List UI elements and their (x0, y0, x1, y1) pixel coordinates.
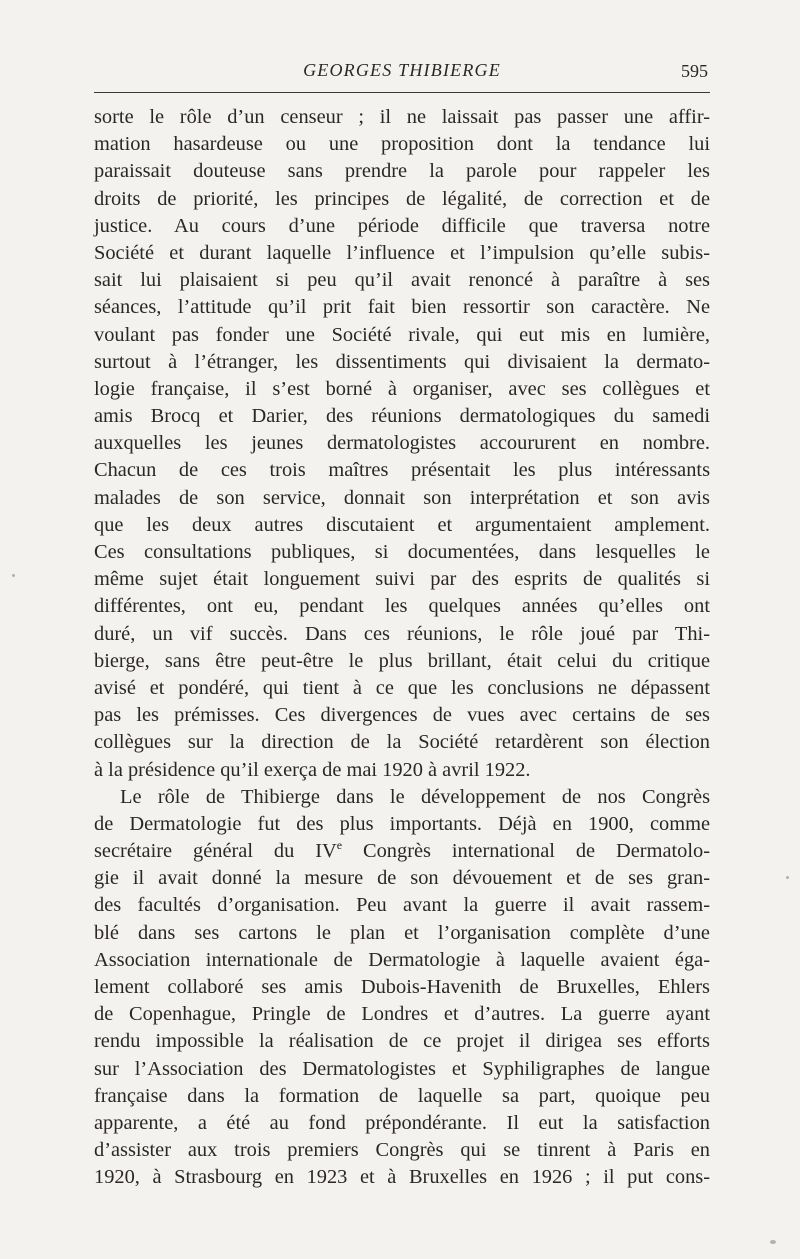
paper-speck (12, 574, 15, 577)
text-line: de Copenhague, Pringle de Londres et d’autres. La guerre ayant (94, 1003, 710, 1026)
text-line: duré, un vif succès. Dans ces réunions, le rôle joué par Thi- (94, 622, 710, 645)
superscript: e (336, 838, 343, 853)
text-line: sorte le rôle d’un censeur ; il ne laissait pas passer une affir- (94, 106, 710, 128)
text-line: avisé et pondéré, qui tient à ce que les conclusions ne dépassent (94, 676, 710, 699)
text-line: sait lui plaisaient si peu qu’il avait renoncé à paraître à ses (94, 269, 710, 292)
text-line: même sujet était longuement suivi par des esprits de qualités si (94, 568, 710, 591)
text-line: droits de priorité, les principes de légalité, de correction et de (94, 187, 710, 210)
text-line: surtout à l’étranger, les dissentiments qui divisaient la dermato- (94, 350, 710, 373)
text-line: gie il avait donné la mesure de son dévouement et de ses gran- (94, 867, 710, 890)
text-line: sur l’Association des Dermatologistes et Syphiligraphes de langue (94, 1057, 710, 1080)
running-title: GEORGES THIBIERGE (303, 60, 501, 80)
text-line: logie française, il s’est borné à organiser, avec ses collègues et (94, 377, 710, 400)
text-line: blé dans ses cartons le plan et l’organisation complète d’une (94, 921, 710, 944)
text-line: Société et durant laquelle l’influence et l’impulsion qu’elle subis- (94, 241, 710, 264)
text-line: pas les prémisses. Ces divergences de vues avec certains de ses (94, 704, 710, 727)
header-rule (94, 92, 710, 93)
text-line: Ces consultations publiques, si documentées, dans lesquelles le (94, 541, 710, 563)
body-text (94, 104, 710, 1192)
text-line: Le rôle de Thibierge dans le développement de nos Congrès (120, 785, 710, 808)
text-span: secrétaire général du IV (94, 840, 337, 863)
text-line: justice. Au cours d’une période difficile que traversa notre (94, 214, 710, 237)
text-line: 1920, à Strasbourg en 1923 et à Bruxelles en 1926 ; il put cons- (94, 1166, 710, 1189)
text-line: paraissait douteuse sans prendre la parole pour rappeler les (94, 160, 710, 183)
text-line: de Dermatologie fut des plus importants. Déjà en 1900, comme (94, 812, 710, 835)
text-line: bierge, sans être peut-être le plus brillant, était celui du critique (94, 649, 710, 672)
text-line: collègues sur la direction de la Société retardèrent son élection (94, 731, 710, 754)
text-line: différentes, ont eu, pendant les quelques années qu’elles ont (94, 595, 710, 618)
text-line: apparente, a été au fond prépondérante. Il eut la satisfaction (94, 1111, 710, 1134)
text-line: française dans la formation de laquelle sa part, quoique peu (94, 1084, 710, 1107)
text-line-with-superscript (94, 838, 710, 865)
text-line: d’assister aux trois premiers Congrès qui se tinrent à Paris en (94, 1139, 710, 1162)
page-number: 595 (681, 61, 708, 81)
text-line: Association internationale de Dermatologie à laquelle avaient éga- (94, 948, 710, 971)
paper-speck (786, 876, 789, 879)
text-span: Congrès international de Dermatolo- (342, 840, 711, 863)
text-line: amis Brocq et Darier, des réunions dermatologiques du samedi (94, 405, 710, 428)
text-line: à la présidence qu’il exerça de mai 1920 à avril 1922. (94, 758, 531, 781)
text-line: voulant pas fonder une Société rivale, qui eut mis en lumière, (94, 323, 710, 346)
text-line: malades de son service, donnait son interprétation et son avis (94, 486, 710, 509)
text-line: des facultés d’organisation. Peu avant la guerre il avait rassem- (94, 894, 710, 917)
text-line: Chacun de ces trois maîtres présentait les plus intéressants (94, 459, 710, 482)
text-line: auxquelles les jeunes dermatologistes accoururent en nombre. (94, 432, 710, 455)
text-line: mation hasardeuse ou une proposition dont la tendance lui (94, 133, 710, 156)
text-line: que les deux autres discutaient et argumentaient amplement. (94, 513, 710, 536)
text-line: lement collaboré ses amis Dubois-Havenith de Bruxelles, Ehlers (94, 976, 710, 998)
paper-speck (770, 1240, 776, 1244)
running-head (94, 58, 710, 88)
text-line: rendu impossible la réalisation de ce projet il dirigea ses efforts (94, 1030, 710, 1053)
text-line: séances, l’attitude qu’il prit fait bien ressortir son caractère. Ne (94, 296, 710, 319)
